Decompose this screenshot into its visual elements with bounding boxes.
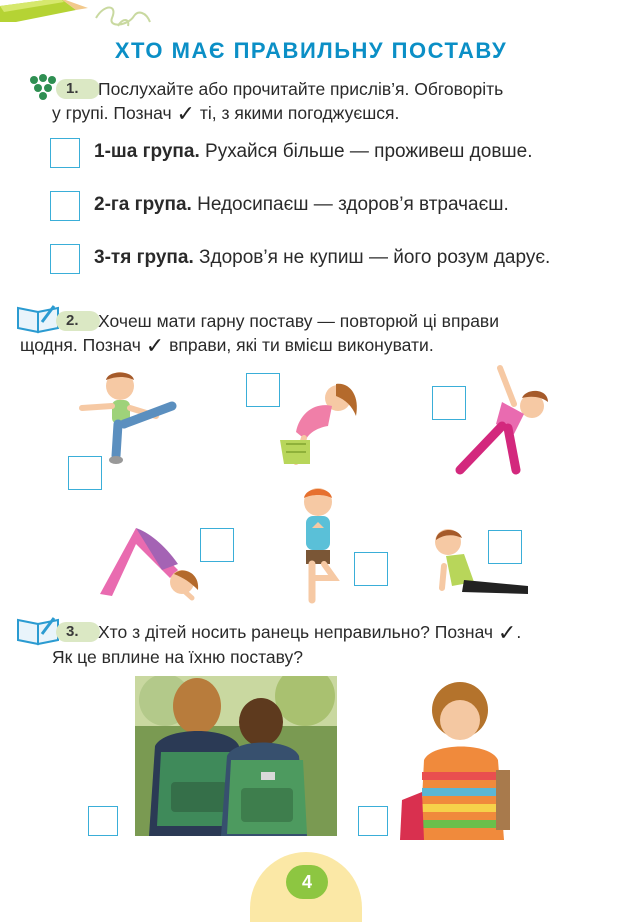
page-title: ХТО МАЄ ПРАВИЛЬНУ ПОСТАВУ	[114, 38, 508, 63]
exercise1-checkbox[interactable]	[68, 456, 102, 490]
checkmark-icon: ✓	[145, 333, 165, 358]
photo2-checkbox[interactable]	[358, 806, 388, 836]
task2-instruction-line1: Хочеш мати гарну поставу — повторюй ці вправи	[98, 311, 499, 331]
group2-checkbox[interactable]	[50, 191, 80, 221]
group1-proverb: 1-ша група. Рухайся більше — проживеш довше.	[94, 141, 533, 162]
task1-instruction-line1: Послухайте або прочитайте прислів’я. Обговоріть	[98, 79, 504, 99]
exercise4-checkbox[interactable]	[200, 528, 234, 562]
checkmark-icon: ✓	[497, 620, 517, 645]
exercise5-checkbox[interactable]	[354, 552, 388, 586]
page-number: 4	[286, 865, 328, 899]
checkmark-icon: ✓	[176, 101, 195, 126]
exercise2-checkbox[interactable]	[246, 373, 280, 407]
task3-instruction-line1: Хто з дітей носить ранець неправильно? Познач ✓.	[98, 620, 522, 645]
task-number-badge: 1.	[56, 79, 100, 99]
task3-instruction-line2: Як це вплине на їхню поставу?	[52, 647, 304, 667]
group3-proverb: 3-тя група. Здоров’я не купиш — його розум дарує.	[94, 247, 551, 268]
boy-backpack-photo	[398, 680, 518, 840]
group-discussion-icon	[26, 70, 60, 102]
pencil-decoration	[0, 0, 160, 34]
task-number-badge: 2.	[56, 311, 100, 331]
exercise-downward-dog-illustration	[92, 520, 212, 602]
exercise-tree-pose-illustration	[292, 486, 344, 606]
group1-checkbox[interactable]	[50, 138, 80, 168]
task2-instruction-line2: щодня. Познач ✓ вправи, які ти вмієш виконувати.	[20, 333, 434, 358]
exercise-balance-pose-illustration	[76, 368, 186, 464]
photo1-checkbox[interactable]	[88, 806, 118, 836]
exercise-triangle-pose-illustration	[452, 362, 552, 478]
exercise6-checkbox[interactable]	[488, 530, 522, 564]
open-book-icon	[16, 302, 62, 334]
task1-instruction-line2: у групі. Познач ✓ ті, з якими погоджуєшся.	[52, 101, 400, 126]
task-number-badge: 3.	[56, 622, 100, 642]
group3-checkbox[interactable]	[50, 244, 80, 274]
group2-proverb: 2-га група. Недосипаєш — здоров’я втрачаєш.	[94, 194, 509, 215]
exercise-camel-pose-illustration	[276, 376, 372, 470]
children-backpacks-photo	[135, 676, 337, 836]
